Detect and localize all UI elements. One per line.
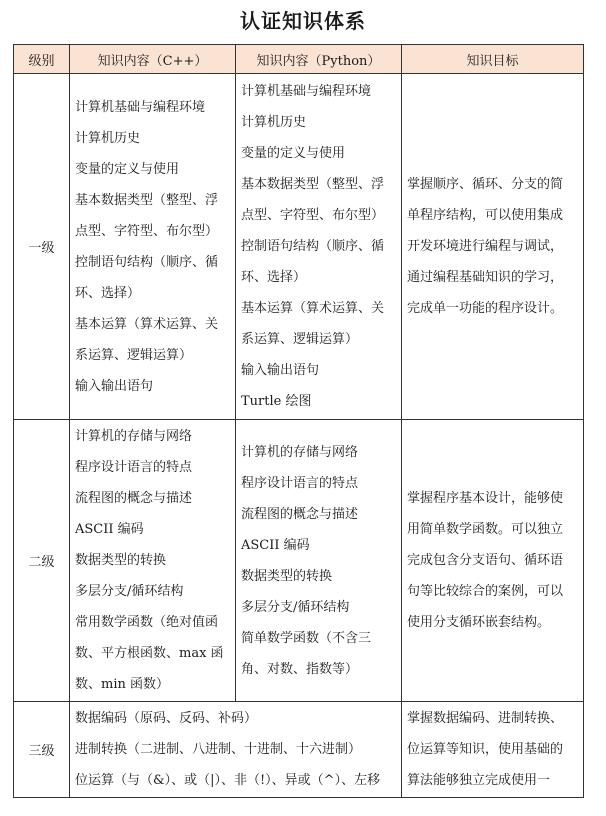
python-line: 程序设计语言的特点 (241, 475, 359, 491)
header-cpp: 知识内容（C++） (70, 45, 236, 74)
goal-line: 使用分支循环嵌套结构。 (407, 615, 551, 630)
goal-line: 算法能够独立完成使用一 (407, 773, 551, 788)
goal-line: 掌握程序基本设计，能够使 (407, 491, 564, 506)
page-title: 认证知识体系 (240, 9, 366, 33)
goal-line: 位运算等知识，使用基础的 (407, 742, 564, 757)
merged-content-cell (70, 702, 402, 798)
goal-line: 掌握顺序、循环、分支的简 (407, 177, 564, 192)
cpp-line: 基本数据类型（整型、浮 (75, 192, 219, 208)
python-line: 输入输出语句 (241, 363, 320, 378)
goal-line: 用简单数学函数。可以独立 (407, 522, 564, 537)
cpp-line: 流程图的概念与描述 (75, 491, 193, 506)
python-line: 角、对数、指数等） (241, 661, 359, 677)
python-content-cell (236, 420, 402, 702)
goal-cell (402, 420, 584, 702)
python-line: 计算机基础与编程环境 (241, 84, 372, 99)
python-line: 环、选择） (241, 270, 307, 285)
cpp-line: 多层分支/循环结构 (75, 584, 184, 599)
content-line: 位运算（与（&）、或（|）、非（!）、异或（^）、左移 (75, 773, 381, 788)
cpp-line: ASCII 编码 (75, 522, 144, 537)
python-line: 多层分支/循环结构 (241, 599, 350, 615)
cpp-line: 数、min 函数） (75, 677, 169, 692)
cpp-line: 程序设计语言的特点 (75, 460, 193, 475)
level-cell: 一级 (14, 74, 70, 420)
cpp-line: 数据类型的转换 (75, 553, 167, 568)
header-level: 级别 (14, 45, 70, 74)
cpp-content-cell (70, 420, 236, 702)
goal-line: 开发环境进行编程与调试， (407, 239, 564, 254)
level-cell: 二级 (14, 420, 70, 702)
table-row-level-3 (14, 702, 584, 798)
goal-line: 单程序结构，可以使用集成 (407, 208, 564, 223)
goal-line: 完成包含分支语句、循环语 (407, 553, 564, 568)
header-python: 知识内容（Python） (236, 45, 402, 74)
goal-line: 通过编程基础知识的学习， (407, 270, 564, 285)
python-line: 系运算、逻辑运算） (241, 332, 359, 347)
python-line: ASCII 编码 (241, 537, 310, 553)
content-line: 数据编码（原码、反码、补码） (75, 711, 258, 726)
cpp-content-cell (70, 74, 236, 420)
cpp-line: 计算机历史 (75, 130, 141, 146)
table-row-level-2 (14, 420, 584, 702)
cpp-line: 点型、字符型、布尔型） (75, 223, 219, 239)
table-header-row (14, 45, 584, 74)
goal-line: 句等比较综合的案例，可以 (407, 584, 564, 599)
content-line: 进制转换（二进制、八进制、十进制、十六进制） (75, 742, 362, 757)
knowledge-table (13, 44, 584, 798)
python-line: Turtle 绘图 (241, 394, 312, 409)
python-line: 控制语句结构（顺序、循 (241, 239, 385, 254)
goal-cell (402, 74, 584, 420)
python-line: 基本数据类型（整型、浮 (241, 177, 385, 192)
cpp-line: 计算机基础与编程环境 (75, 99, 206, 115)
python-line: 计算机的存储与网络 (241, 444, 359, 460)
cpp-line: 基本运算（算术运算、关 (75, 316, 219, 332)
python-line: 变量的定义与使用 (241, 146, 346, 161)
cpp-line: 控制语句结构（顺序、循 (75, 254, 219, 270)
python-line: 点型、字符型、布尔型） (241, 208, 385, 223)
cpp-line: 计算机的存储与网络 (75, 429, 193, 444)
cpp-line: 环、选择） (75, 285, 141, 301)
cpp-line: 变量的定义与使用 (75, 161, 180, 177)
python-line: 基本运算（算术运算、关 (241, 301, 385, 316)
cpp-line: 输入输出语句 (75, 378, 154, 394)
python-line: 计算机历史 (241, 115, 307, 130)
cpp-line: 数、平方根函数、max 函 (75, 646, 224, 661)
python-line: 流程图的概念与描述 (241, 506, 359, 522)
python-line: 简单数学函数（不含三 (241, 630, 372, 646)
python-content-cell (236, 74, 402, 420)
cpp-line: 常用数学函数（绝对值函 (75, 615, 219, 630)
table-row-level-1 (14, 74, 584, 420)
level-cell: 三级 (14, 702, 70, 798)
goal-line: 掌握数据编码、进制转换、 (407, 711, 564, 726)
cpp-line: 系运算、逻辑运算） (75, 347, 193, 363)
python-line: 数据类型的转换 (241, 568, 333, 584)
goal-line: 完成单一功能的程序设计。 (407, 301, 564, 316)
header-goal: 知识目标 (402, 45, 584, 74)
goal-cell (402, 702, 584, 798)
